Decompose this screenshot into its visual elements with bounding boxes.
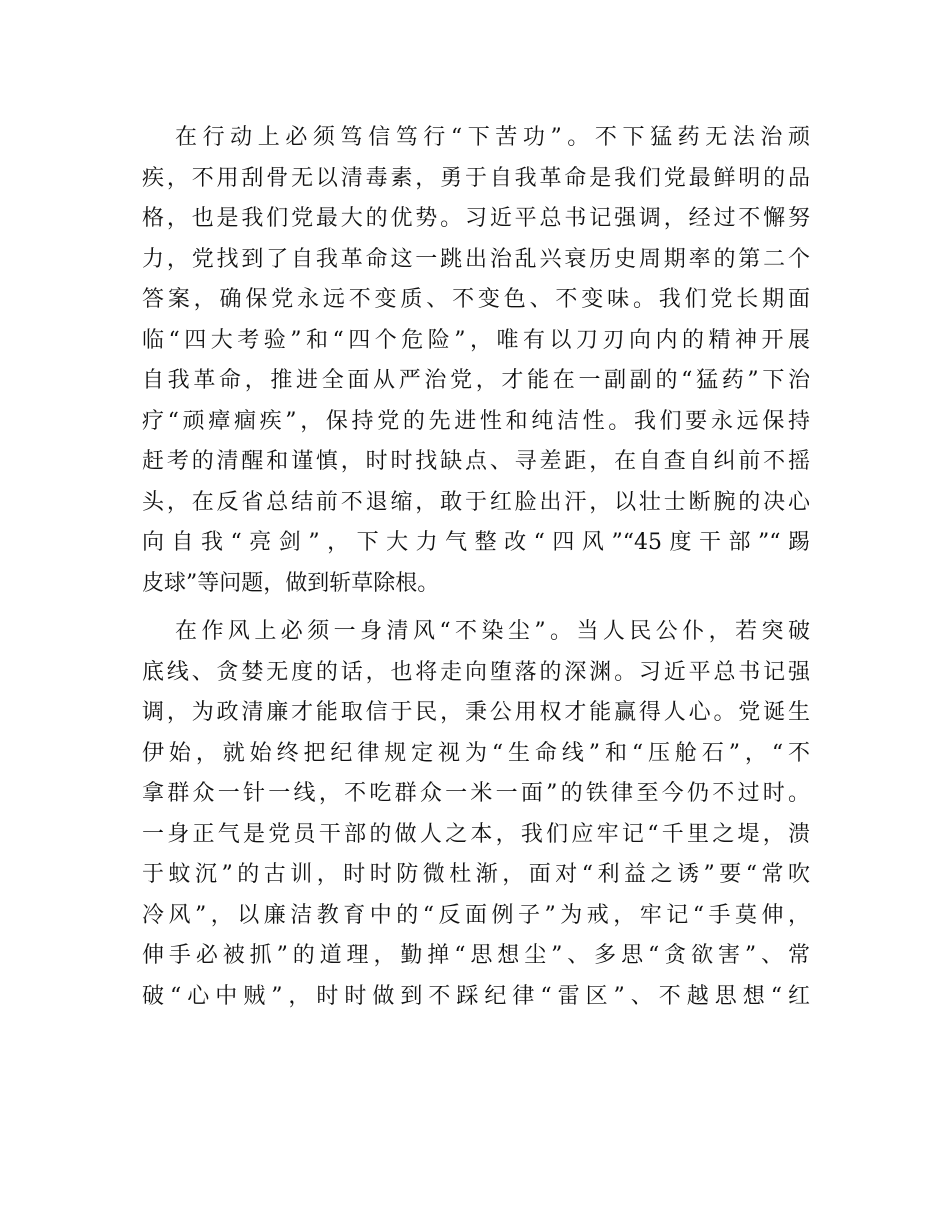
paragraph-action bbox=[142, 118, 810, 604]
text-line: 在作风上必须一身清风“不染尘”。当人民公仆，若突破 bbox=[175, 619, 810, 644]
text-line: 调，为政清廉才能取信于民，秉公用权才能赢得人心。党诞生 bbox=[142, 700, 810, 725]
text-line: 力，党找到了自我革命这一跳出治乱兴衰历史周期率的第二个 bbox=[142, 246, 810, 272]
text-line: 赶考的清醒和谨慎，时时找缺点、寻差距，在自查自纠前不摇 bbox=[142, 449, 810, 474]
text-line: 冷风”，以廉洁教育中的“反面例子”为戒，牢记“手莫伸， bbox=[142, 902, 810, 928]
paragraph-style bbox=[142, 612, 810, 1017]
text-line: 拿群众一针一线，不吃群众一米一面”的铁律至今仍不过时。 bbox=[142, 781, 810, 806]
text-line: 底线、贪婪无度的话，也将走向堕落的深渊。习近平总书记强 bbox=[142, 659, 810, 685]
document-page bbox=[142, 118, 810, 1017]
text-line: 破“心中贼”，时时做到不踩纪律“雷区”、不越思想“红 bbox=[142, 983, 810, 1009]
text-line: 疗“顽瘴痼疾”，保持党的先进性和纯洁性。我们要永远保持 bbox=[142, 408, 810, 434]
text-line: 在行动上必须笃信笃行“下苦功”。不下猛药无法治顽 bbox=[175, 125, 810, 150]
text-line: 疾，不用刮骨无以清毒素，勇于自我革命是我们党最鲜明的品 bbox=[142, 165, 810, 191]
text-line: 伊始，就始终把纪律规定视为“生命线”和“压舱石”，“不 bbox=[142, 740, 810, 766]
text-line: 头，在反省总结前不退缩，敢于红脸出汗，以壮士断腕的决心 bbox=[142, 489, 810, 515]
text-line: 临“四大考验”和“四个危险”，唯有以刀刃向内的精神开展 bbox=[142, 327, 810, 353]
text-line: 答案，确保党永远不变质、不变色、不变味。我们党长期面 bbox=[142, 287, 810, 312]
text-line: 格，也是我们党最大的优势。习近平总书记强调，经过不懈努 bbox=[142, 206, 810, 231]
text-line: 伸手必被抓”的道理，勤掸“思想尘”、多思“贪欲害”、常 bbox=[142, 943, 810, 968]
text-line: 皮球”等问题，做到斩草除根。 bbox=[142, 570, 440, 596]
text-line: 一身正气是党员干部的做人之本，我们应牢记“千里之堤，溃 bbox=[142, 821, 810, 847]
text-line: 于蚊沉”的古训，时时防微杜渐，面对“利益之诱”要“常吹 bbox=[142, 862, 810, 887]
text-line: 向自我“亮剑”，下大力气整改“四风”“45度干部”“踢 bbox=[142, 530, 810, 555]
text-line: 自我革命，推进全面从严治党，才能在一副副的“猛药”下治 bbox=[142, 368, 810, 393]
